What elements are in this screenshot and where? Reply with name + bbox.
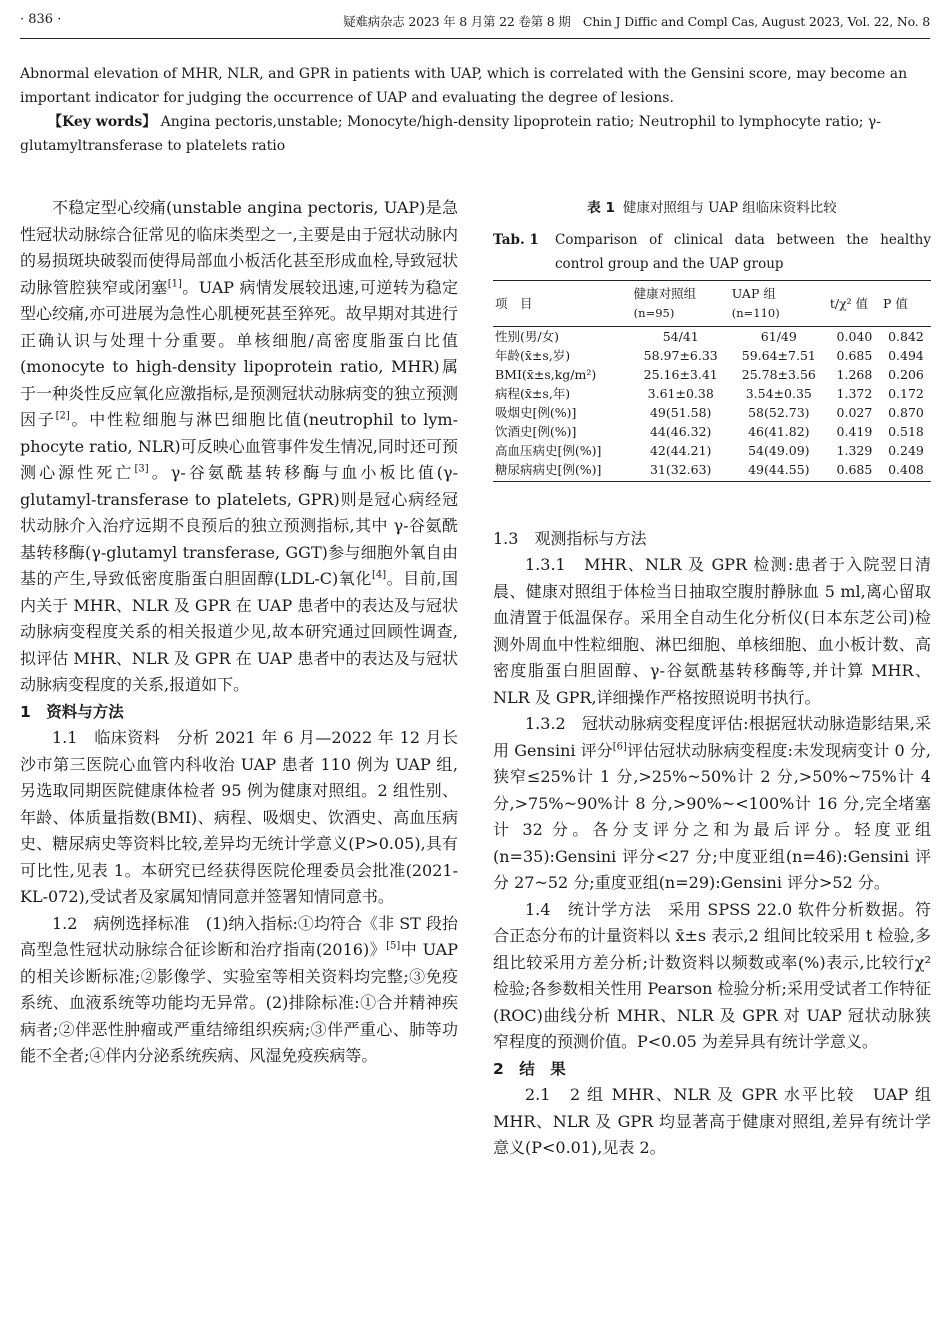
- cell-stat: 0.027: [836, 404, 873, 420]
- cell-p: 0.408: [881, 460, 931, 482]
- header-rule: [20, 38, 930, 39]
- cell-stat: 1.372: [836, 385, 873, 401]
- table-1-en-title: Tab. 1 Comparison of clinical data between the healthy control group and the UAP group: [493, 231, 931, 272]
- cell-control: 31(32.63): [632, 460, 730, 482]
- cell-uap: 61/49: [760, 328, 797, 344]
- cell-control: 49(51.58): [649, 404, 712, 420]
- table-row: [493, 441, 931, 460]
- cell-control: 42(44.21): [649, 442, 712, 458]
- cell-p: 0.870: [888, 404, 924, 420]
- cell-stat: 0.685: [836, 347, 873, 363]
- abstract-section: [20, 62, 920, 158]
- table-row: [493, 384, 931, 403]
- cell-control: 58.97±6.33: [643, 347, 718, 363]
- abstract-conclusion: Abnormal elevation of MHR, NLR, and GPR in patients with UAP, which is correlated with the Gensini score, may become an important indicator for judging the occurrence of UAP and evaluating the degree of lesions.: [20, 66, 908, 106]
- section-1-3-2: 1.3.2 冠状动脉病变程度评估:根据冠状动脉造影结果,采用 Gensini 评分[6]评估冠状动脉病变程度:未发现病变计 0 分,狭窄≤25%计 1 分,>25%~50%计 2 分,>50%~75%计 4 分,>75%~90%计 8 分,>90%~<100%计 16 分,完全堵塞计 32 分。各分支评分之和为最后评分。轻度亚组(n=35):Gensini 评分<27 分;中度亚组(n=46):Gensini 评分 27~52 分;重度亚组(n=29):Gensini 评分>52 分。: [493, 714, 931, 892]
- citation-3[interactable]: [3]: [134, 463, 149, 475]
- citation-4[interactable]: [4]: [371, 569, 387, 581]
- cell-uap: 54(49.09): [748, 442, 810, 458]
- cell-control: 54/41: [662, 328, 699, 344]
- section-2-1: 2.1 2 组 MHR、NLR 及 GPR 水平比较 UAP 组 MHR、NLR 及 GPR 均显著高于健康对照组,差异有统计学意义(P<0.01),见表 2。: [493, 1085, 931, 1157]
- cell-p: 0.249: [888, 442, 924, 458]
- cell-item: 病程(x̄±s,年): [495, 385, 571, 401]
- section-1-4: 1.4 统计学方法 采用 SPSS 22.0 软件分析数据。符合正态分布的计量资料以 x̄±s 表示,2 组间比较采用 t 检验,多组比较采用方差分析;计数资料以频数或率(%)表示,比较行χ² 检验;各参数相关性用 Pearson 检验分析;采用受试者工作特征(ROC)曲线分析 MHR、NLR 及 GPR 对 UAP 冠状动脉狭窄程度的预测价值。P<0.05 为差异具有统计学意义。: [493, 899, 931, 1051]
- th-stat: t/χ² 值: [828, 280, 881, 326]
- keywords-label: 【Key words】: [48, 114, 157, 130]
- citation-6[interactable]: [6]: [612, 741, 627, 753]
- section-1-3-1: 1.3.1 MHR、NLR 及 GPR 检测:患者于入院翌日清晨、健康对照组于体检当日抽取空腹肘静脉血 5 ml,离心留取血清置于低温保存。采用全自动生化分析仪(日本东芝公司)检测外周血中性粒细胞、淋巴细胞、单核细胞、血小板计数、高密度脂蛋白胆固醇、γ-谷氨酰基转移酶等,并计算 MHR、NLR 及 GPR,详细操作严格按照说明书执行。: [493, 555, 931, 707]
- th-uap: UAP 组 (n=110): [730, 280, 828, 326]
- cell-item: 性别(男/女): [495, 328, 559, 344]
- cell-uap: 58(52.73): [748, 404, 810, 420]
- section-2-title: 2 结 果: [493, 1059, 566, 1078]
- table-row: [493, 460, 931, 482]
- cell-control: 3.61±0.38: [647, 385, 714, 401]
- table-row: [493, 326, 931, 346]
- table-row: [493, 422, 931, 441]
- intro-paragraph: 不稳定型心绞痛(unstable angina pectoris, UAP)是急性冠状动脉综合征常见的临床类型之一,主要是由于冠状动脉内的易损斑块破裂而使得局部血小板活化甚至形成血栓,导致冠状动脉管腔狭窄或闭塞[1]。UAP 病情发展较迅速,可逆转为稳定型心绞痛,亦可进展为急性心肌梗死甚至猝死。故早期对其进行正确认识与处理十分重要。单核细胞/高密度脂蛋白比值(monocyte to high-density lipoprotein ratio, MHR)属于一种炎性反应氧化应激指标,是预测冠状动脉病变的独立预测因子[2]。中性粒细胞与淋巴细胞比值(neutrophil to lym-phocyte ratio, NLR)可反映心血管事件发生情况,同时还可预测心源性死亡[3]。γ-谷氨酰基转移酶与血小板比值(γ-glutamyl-transferase to platelets, GPR)则是冠心病经冠状动脉介入治疗远期不良预后的独立预测指标,其中 γ-谷氨酰基转移酶(γ-glutamyl transferase, GGT)参与细胞外氧自由基的产生,导致低密度脂蛋白胆固醇(LDL-C)氧化[4]。目前,国内关于 MHR、NLR 及 GPR 在 UAP 患者中的表达及与冠状动脉病变程度关系的相关报道少见,故本研究通过回顾性调查,拟评估 MHR、NLR 及 GPR 在 UAP 患者中的表达及与冠状动脉病变程度的关系,报道如下。: [20, 198, 458, 694]
- cell-uap: 46(41.82): [748, 423, 810, 439]
- cell-item: 高血压病史[例(%)]: [495, 442, 602, 458]
- citation-1[interactable]: [1]: [167, 278, 182, 290]
- page-header: [20, 12, 930, 38]
- cell-item: 吸烟史[例(%)]: [495, 404, 577, 420]
- table-row: [493, 365, 931, 384]
- cell-uap: 59.64±7.51: [741, 347, 816, 363]
- journal-citation: 疑难病杂志 2023 年 8 月第 22 卷第 8 期 Chin J Diffic and Compl Cas, August 2023, Vol. 22, No. 8: [343, 14, 930, 29]
- cell-item: 糖尿病病史[例(%)]: [493, 460, 632, 482]
- th-item: 项 目: [493, 280, 632, 326]
- section-1-3: 1.3 观测指标与方法: [493, 528, 647, 548]
- cell-item: 年龄(x̄±s,岁): [495, 347, 571, 363]
- table-1-grid: [493, 280, 931, 482]
- th-control: 健康对照组 (n=95): [632, 280, 730, 326]
- keywords-text: Angina pectoris,unstable; Monocyte/high-density lipoprotein ratio; Neutrophil to lymphocyte ratio; γ-glutamyltransferase to platelets ratio: [20, 114, 882, 154]
- cell-item: 饮酒史[例(%)]: [495, 423, 577, 439]
- citation-5[interactable]: [5]: [386, 940, 401, 952]
- cell-control: 25.16±3.41: [643, 366, 718, 382]
- cell-control: 44(46.32): [649, 423, 712, 439]
- cell-uap: 3.54±0.35: [745, 385, 812, 401]
- section-1-1: 1.1 临床资料 分析 2021 年 6 月—2022 年 12 月长沙市第三医院心血管内科收治 UAP 患者 110 例为 UAP 组,另选取同期医院健康体检者 95 例为健康对照组。2 组性别、年龄、体质量指数(BMI)、病程、吸烟史、饮酒史、高血压病史、糖尿病史等资料比较,差异均无统计学意义(P>0.05),具有可比性,见表 1。本研究已经获得医院伦理委员会批准(2021-KL-072),受试者及家属知情同意并签署知情同意书。: [20, 728, 458, 906]
- cell-p: 0.518: [888, 423, 924, 439]
- table-1: [493, 195, 931, 482]
- cell-item: BMI(x̄±s,kg/m²): [495, 366, 597, 382]
- table-row: [493, 346, 931, 365]
- cell-p: 0.206: [888, 366, 924, 382]
- cell-p: 0.842: [888, 328, 924, 344]
- section-1-2: 1.2 病例选择标准 (1)纳入指标:①均符合《非 ST 段抬高型急性冠状动脉综合征诊断和治疗指南(2016)》[5]中 UAP 的相关诊断标准;②影像学、实验室等相关资料均完整;③免疫系统、血液系统等功能均无异常。(2)排除标准:①合并精神疾病者;②伴恶性肿瘤或严重结缔组织疾病;③伴严重心、肺等功能不全者;④伴内分泌系统疾病、风湿免疫疾病等。: [20, 913, 458, 1065]
- page-number: · 836 ·: [20, 12, 62, 27]
- citation-2[interactable]: [2]: [55, 410, 70, 422]
- section-1-title: 1 资料与方法: [20, 702, 124, 721]
- table-row: [493, 403, 931, 422]
- cell-stat: 1.268: [836, 366, 873, 382]
- cell-stat: 0.419: [836, 423, 873, 439]
- cell-stat: 0.040: [836, 328, 873, 344]
- cell-p: 0.494: [888, 347, 924, 363]
- cell-stat: 1.329: [836, 442, 873, 458]
- left-column: [20, 195, 458, 1070]
- cell-uap: 49(44.55): [730, 460, 828, 482]
- th-p: P 值: [881, 280, 931, 326]
- cell-uap: 25.78±3.56: [741, 366, 816, 382]
- table-1-cn-title: 表 1 健康对照组与 UAP 组临床资料比较: [587, 200, 837, 216]
- cell-stat: 0.685: [828, 460, 881, 482]
- keywords: [20, 110, 920, 158]
- right-column: [493, 195, 931, 1162]
- cell-p: 0.172: [888, 385, 924, 401]
